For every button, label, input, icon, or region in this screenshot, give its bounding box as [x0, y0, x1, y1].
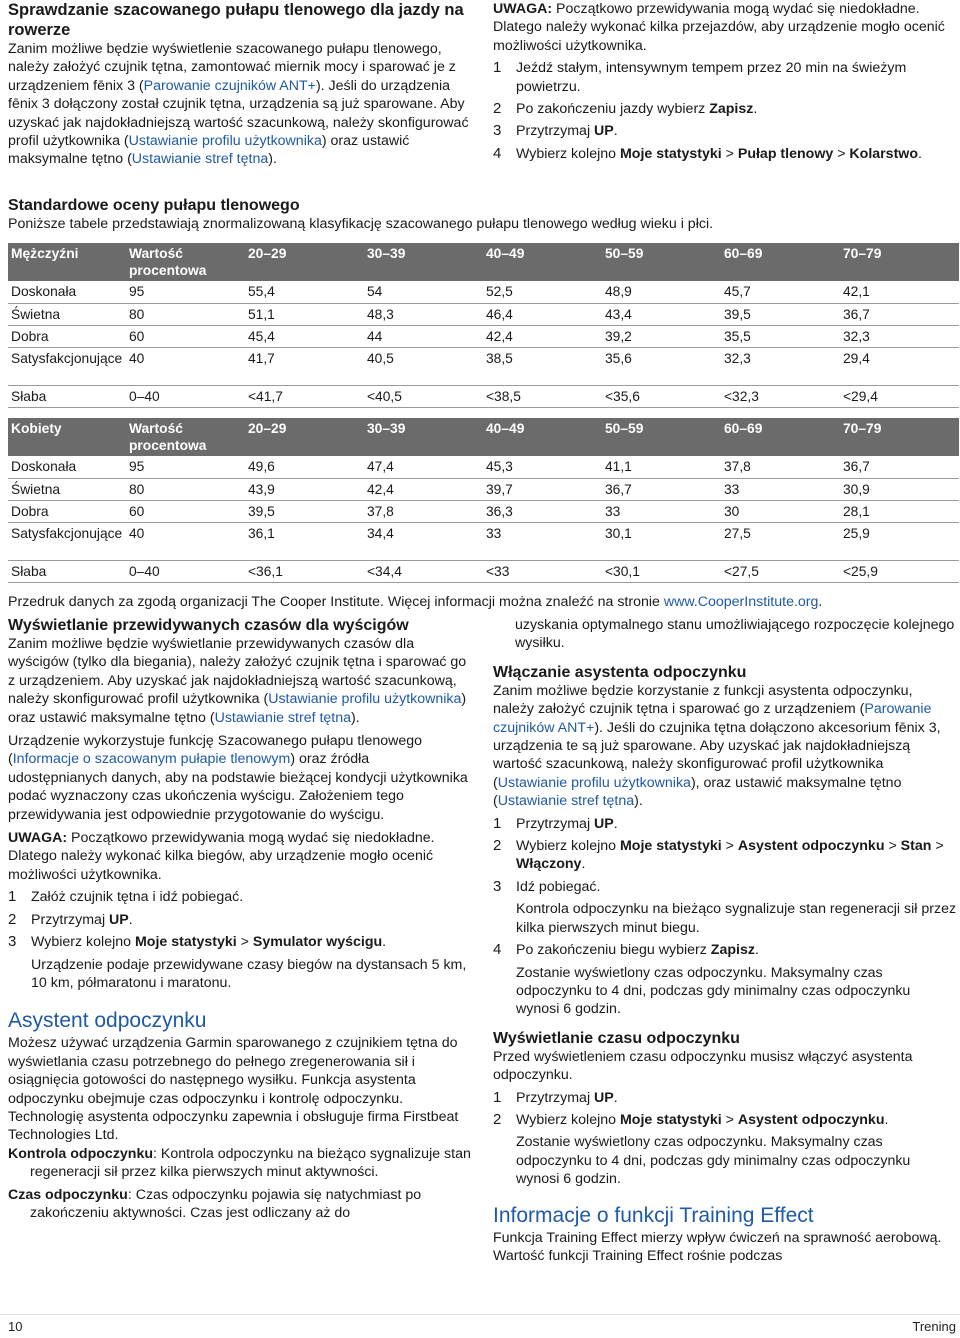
- text: .: [613, 123, 618, 140]
- cell: 40: [126, 347, 245, 385]
- menu-option: Zapisz: [709, 101, 754, 118]
- women-vo2-table: [8, 418, 959, 583]
- cell: 33: [483, 522, 602, 560]
- menu-option: Włączony: [516, 856, 582, 873]
- cell: 55,4: [245, 281, 364, 303]
- table-row: [8, 281, 959, 303]
- cell: Doskonała: [8, 281, 126, 303]
- table-row: [8, 303, 959, 325]
- separator: >: [721, 1111, 738, 1128]
- cell: 47,4: [364, 456, 483, 478]
- cell: Dobra: [8, 325, 126, 347]
- definition-list: [8, 1145, 472, 1223]
- header-cell: 50–59: [602, 418, 721, 456]
- link-user-profile[interactable]: Ustawianie profilu użytkownika: [128, 133, 322, 150]
- table-row: [8, 347, 959, 385]
- cell: 39,2: [602, 325, 721, 347]
- table-row: [8, 478, 959, 500]
- definition: : Kontrola odpoczynku na bieżąco sygnalizuje stan regeneracji sił przez kilka pierwszych minut aktywności.: [30, 1145, 471, 1181]
- cell: 39,5: [245, 500, 364, 522]
- cell: 80: [126, 478, 245, 500]
- cell: 60: [126, 500, 245, 522]
- recovery-right-column: [493, 616, 957, 1265]
- cell: 95: [126, 281, 245, 303]
- step-text: Przytrzymaj: [516, 1089, 595, 1106]
- text: .: [128, 911, 133, 928]
- table-header-row: [8, 243, 959, 281]
- step-number: 3: [8, 933, 17, 951]
- footer-divider: [0, 1314, 960, 1315]
- warning-label: UWAGA:: [8, 830, 68, 847]
- cell: <35,6: [602, 385, 721, 407]
- header-cell: Wartość procentowa: [126, 418, 245, 456]
- cell: 41,1: [602, 456, 721, 478]
- menu-option: Moje statystyki: [619, 838, 722, 855]
- cell: 35,6: [602, 347, 721, 385]
- header-cell: Mężczyźni: [8, 243, 126, 281]
- separator: >: [931, 838, 944, 855]
- text: Zanim możliwe będzie wyświetlenie szacowanego pułapu tlenowego, należy założyć czujnik tętna, zamontować miernik mocy i sparować je z urządzeniem fēnix 3 (: [8, 41, 456, 94]
- cell: 30,9: [840, 478, 959, 500]
- cell: <32,3: [721, 385, 840, 407]
- cell: 37,8: [364, 500, 483, 522]
- cell: 42,4: [483, 325, 602, 347]
- text: ). Jeśli do czujnika tętna dołączono akcesorium fēnix 3, urządzenia te są już sparowane. Aby uzyskać jak najdokładniejszą wartość szacunkową, należy skonfigurować profil użytkownika (: [493, 719, 941, 791]
- cell: 34,4: [364, 522, 483, 560]
- header-cell: 20–29: [245, 418, 364, 456]
- link-user-profile[interactable]: Ustawianie profilu użytkownika: [268, 691, 462, 708]
- cell: 35,5: [721, 325, 840, 347]
- cell: 40,5: [364, 347, 483, 385]
- step: [493, 941, 957, 1019]
- step-number: 2: [493, 100, 502, 118]
- cell: <36,1: [245, 560, 364, 582]
- training-effect-paragraph: Funkcja Training Effect mierzy wpływ ćwiczeń na sprawność aerobową. Wartość funkcji Training Effect rośnie podczas: [493, 1229, 942, 1264]
- race-paragraph-2: [8, 732, 472, 824]
- cell: 33: [721, 478, 840, 500]
- menu-option: Stan: [900, 838, 932, 855]
- cell: <33: [483, 560, 602, 582]
- header-cell: 70–79: [840, 243, 959, 281]
- step-note: Zostanie wyświetlony czas odpoczynku. Maksymalny czas odpoczynku to 4 dni, podczas gdy minimalny czas odpoczynku wynosi 6 godzin.: [516, 964, 911, 1018]
- cell: 36,7: [840, 456, 959, 478]
- table-row: [8, 500, 959, 522]
- definition-continuation: uzyskania optymalnego stanu umożliwiającego rozpoczęcie kolejnego wysiłku.: [515, 617, 955, 652]
- header-cell: 40–49: [483, 418, 602, 456]
- cell: Satysfakcjonujące: [8, 522, 126, 560]
- text: ), oraz ustawić maksymalne tętno (: [493, 774, 902, 810]
- race-predictor-heading: Wyświetlanie przewidywanych czasów dla wyścigów: [8, 617, 409, 634]
- text: ).: [268, 151, 277, 168]
- step-text: Wybierz kolejno: [516, 145, 620, 162]
- cell: 32,3: [840, 325, 959, 347]
- definition-recovery-time: [8, 1186, 472, 1223]
- cell: 36,1: [245, 522, 364, 560]
- cell: 42,1: [840, 281, 959, 303]
- cell: 37,8: [721, 456, 840, 478]
- step-number: 1: [493, 59, 502, 77]
- recovery-advisor-heading: Asystent odpoczynku: [8, 1009, 207, 1033]
- cell: 60: [126, 325, 245, 347]
- cell: 39,7: [483, 478, 602, 500]
- text: .: [382, 934, 387, 951]
- cell: 45,4: [245, 325, 364, 347]
- step-list: [493, 815, 957, 1019]
- link-user-profile[interactable]: Ustawianie profilu użytkownika: [497, 774, 691, 791]
- table-row: [8, 385, 959, 407]
- menu-option: Zapisz: [710, 942, 755, 959]
- cell: 95: [126, 456, 245, 478]
- text: ).: [351, 709, 360, 726]
- step: [8, 911, 472, 929]
- cell: 43,9: [245, 478, 364, 500]
- text: .: [613, 1089, 618, 1106]
- header-cell: 40–49: [483, 243, 602, 281]
- header-cell: Kobiety: [8, 418, 126, 456]
- step: [493, 145, 953, 163]
- menu-option: Kolarstwo: [849, 145, 919, 162]
- text: ) oraz ustawić maksymalne tętno (: [8, 133, 410, 168]
- step-number: 3: [493, 877, 502, 895]
- vo2-cycling-steps: [493, 0, 953, 163]
- step-number: 1: [493, 1088, 502, 1106]
- standard-ratings-heading: Standardowe oceny pułapu tlenowego: [8, 197, 300, 214]
- text: .: [753, 101, 758, 118]
- cell: 45,3: [483, 456, 602, 478]
- cell: Satysfakcjonujące: [8, 347, 126, 385]
- cell: 46,4: [483, 303, 602, 325]
- cell: 49,6: [245, 456, 364, 478]
- cell: Świetna: [8, 478, 126, 500]
- step-list: [8, 888, 472, 992]
- table-header-row: [8, 418, 959, 456]
- step-text: Idź pobiegać.: [516, 878, 601, 895]
- vo2-cycling-paragraph: [8, 40, 470, 169]
- step-text: Przytrzymaj: [516, 123, 595, 140]
- step-number: 2: [493, 1110, 502, 1128]
- cell: 42,4: [364, 478, 483, 500]
- step-number: 1: [493, 814, 502, 832]
- step: [493, 100, 953, 118]
- cell: 54: [364, 281, 483, 303]
- men-vo2-table: [8, 243, 959, 408]
- vo2-cycling-section: [8, 0, 470, 169]
- text: ) oraz źródła udostępnianych danych, aby na podstawie bieżącej kondycji użytkownika podać wyznaczony czas ukończenia wyścigu. Założeniem tego przewidywania jest odpowiednie przygotowanie do wyścigu.: [8, 751, 468, 823]
- cell: <25,9: [840, 560, 959, 582]
- cell: 36,3: [483, 500, 602, 522]
- step-text: Wybierz kolejno: [31, 934, 135, 951]
- separator: >: [884, 838, 901, 855]
- cell: 36,7: [840, 303, 959, 325]
- cell: Świetna: [8, 303, 126, 325]
- step-list: [493, 59, 953, 163]
- cell: Słaba: [8, 385, 126, 407]
- text: Zanim możliwe będzie wyświetlanie przewidywanych czasów dla wyścigów (tylko dla biegania), należy założyć czujnik tętna i sparować go z urządzeniem. Aby uzyskać jak najdokładniejszą wartość szacunkową, należy skonfigurować profil użytkownika (: [8, 636, 467, 708]
- text: .: [754, 942, 759, 959]
- step-note: Urządzenie podaje przewidywane czasy biegów na dystansach 5 km, 10 km, półmaratonu i maratonu.: [31, 956, 467, 991]
- link-ant-pairing[interactable]: Parowanie czujników ANT+: [493, 701, 932, 736]
- step-number: 3: [493, 122, 502, 140]
- step: [493, 1089, 957, 1107]
- view-recovery-paragraph: Przed wyświetleniem czasu odpoczynku musisz włączyć asystenta odpoczynku.: [493, 1048, 913, 1084]
- button-name: UP: [594, 815, 614, 832]
- step-list: [493, 1089, 957, 1189]
- cell: 80: [126, 303, 245, 325]
- cell: 45,7: [721, 281, 840, 303]
- cell: 36,7: [602, 478, 721, 500]
- button-name: UP: [594, 1089, 614, 1106]
- step-text: Wybierz kolejno: [516, 1111, 620, 1128]
- cell: 39,5: [721, 303, 840, 325]
- cell: 40: [126, 522, 245, 560]
- menu-option: Moje statystyki: [619, 1111, 722, 1128]
- menu-option: Asystent odpoczynku: [737, 838, 885, 855]
- cell: 28,1: [840, 500, 959, 522]
- definition: : Czas odpoczynku pojawia się natychmiast po zakończeniu aktywności. Czas jest odliczany aż do: [30, 1186, 422, 1221]
- step: [8, 933, 472, 992]
- step-text: Po zakończeniu biegu wybierz: [516, 942, 711, 959]
- step-number: 2: [8, 910, 17, 928]
- table-row: [8, 456, 959, 478]
- header-cell: 30–39: [364, 243, 483, 281]
- menu-option: Pułap tlenowy: [737, 145, 834, 162]
- step: [493, 122, 953, 140]
- link-hr-zones[interactable]: Ustawianie stref tętna: [497, 793, 635, 810]
- warning-note: [8, 829, 472, 884]
- cell: Słaba: [8, 560, 126, 582]
- cell: 38,5: [483, 347, 602, 385]
- warning-label: UWAGA:: [493, 1, 553, 17]
- step-note: Zostanie wyświetlony czas odpoczynku. Maksymalny czas odpoczynku to 4 dni, podczas gdy minimalny czas odpoczynku wynosi 6 godzin.: [516, 1134, 911, 1188]
- view-recovery-heading: Wyświetlanie czasu odpoczynku: [493, 1029, 740, 1047]
- separator: >: [833, 145, 850, 162]
- step-text: Jeźdź stałym, intensywnym tempem przez 20 min na świeżym powietrzu.: [516, 60, 907, 95]
- step: [493, 815, 957, 833]
- cell: 52,5: [483, 281, 602, 303]
- text: .: [581, 856, 586, 873]
- link-hr-zones[interactable]: Ustawianie stref tętna: [214, 709, 352, 726]
- standard-ratings-intro: Poniższe tabele przedstawiają znormalizowaną klasyfikację szacowanego pułapu tlenowego według wieku i płci.: [8, 216, 714, 232]
- cell: 48,3: [364, 303, 483, 325]
- cell: <40,5: [364, 385, 483, 407]
- reprint-note: [8, 593, 958, 611]
- separator: >: [236, 934, 253, 951]
- cell: <27,5: [721, 560, 840, 582]
- cell: 32,3: [721, 347, 840, 385]
- table-row: [8, 522, 959, 560]
- warning-text: Początkowo przewidywania mogą wydać się niedokładne. Dlatego należy wykonać kilka biegów, aby urządzenie mogło ocenić możliwości użytkownika.: [8, 830, 435, 883]
- step-note: Kontrola odpoczynku na bieżąco sygnalizuje stan regeneracji sił przez kilka pierwszych minut biegu.: [516, 901, 957, 936]
- header-cell: 20–29: [245, 243, 364, 281]
- standard-ratings-section: [8, 196, 958, 233]
- step-number: 2: [493, 837, 502, 855]
- cell: 0–40: [126, 560, 245, 582]
- recovery-paragraph: Możesz używać urządzenia Garmin sparowanego z czujnikiem tętna do wyświetlania czasu potrzebnego do pełnego zregenerowania sił i osiągnięcia gotowości do następnego wysiłku. Funkcja asystenta odpoczynku obejmuje czas odpoczynku i kontrolę odpoczynku. Technologię asystenta odpoczynku zapewnia i obsługuje firma Firstbeat Technologies Ltd.: [8, 1035, 459, 1144]
- cell: <34,4: [364, 560, 483, 582]
- page-number: 10: [8, 1319, 23, 1334]
- definition-recovery-check: [8, 1145, 472, 1182]
- race-paragraph-1: [8, 635, 472, 727]
- menu-option: Symulator wyścigu: [252, 934, 383, 951]
- step-text: Po zakończeniu jazdy wybierz: [516, 101, 710, 118]
- warning-note: [493, 0, 953, 55]
- training-effect-heading: Informacje o funkcji Training Effect: [493, 1203, 814, 1227]
- step: [8, 888, 472, 906]
- step-text: Załóż czujnik tętna i idź pobiegać.: [31, 889, 244, 906]
- separator: >: [721, 838, 738, 855]
- cell: Dobra: [8, 500, 126, 522]
- header-cell: 50–59: [602, 243, 721, 281]
- cell: <38,5: [483, 385, 602, 407]
- text: .: [818, 594, 823, 610]
- cell: 0–40: [126, 385, 245, 407]
- cell: 29,4: [840, 347, 959, 385]
- race-predictor-section: [8, 616, 472, 1222]
- text: Przedruk danych za zgodą organizacji The Cooper Institute. Więcej informacji można znaleźć na stronie: [8, 594, 664, 610]
- cell: 27,5: [721, 522, 840, 560]
- cell: 30,1: [602, 522, 721, 560]
- cell: 33: [602, 500, 721, 522]
- cell: 48,9: [602, 281, 721, 303]
- header-cell: 30–39: [364, 418, 483, 456]
- table-row: [8, 325, 959, 347]
- warning-text: Początkowo przewidywania mogą wydać się niedokładne. Dlatego należy wykonać kilka przejazdów, aby urządzenie mogło ocenić możliwości użytkownika.: [493, 1, 945, 54]
- step-number: 4: [493, 144, 502, 162]
- button-name: UP: [594, 123, 614, 140]
- step-text: Wybierz kolejno: [516, 838, 620, 855]
- step-number: 1: [8, 888, 17, 906]
- text: .: [918, 145, 922, 162]
- text: ). Jeśli do urządzenia fēnix 3 dołączony został czujnik tętna, urządzenia są już sparowane. Aby uzyskać jak najdokładniejszą wartość szacunkową, należy skonfigurować profil użytkownika (: [8, 77, 469, 150]
- enable-recovery-heading: Włączanie asystenta odpoczynku: [493, 663, 747, 681]
- cell: 44: [364, 325, 483, 347]
- step: [493, 878, 957, 937]
- cell: 51,1: [245, 303, 364, 325]
- text: .: [613, 815, 618, 832]
- cell: Doskonała: [8, 456, 126, 478]
- text: .: [884, 1111, 889, 1128]
- step-text: Przytrzymaj: [31, 911, 110, 928]
- menu-option: Moje statystyki: [134, 934, 237, 951]
- header-cell: 60–69: [721, 418, 840, 456]
- vo2-cycling-heading: Sprawdzanie szacowanego pułapu tlenowego dla jazdy na rowerze: [8, 1, 464, 39]
- term: Kontrola odpoczynku: [8, 1145, 154, 1162]
- cell: <30,1: [602, 560, 721, 582]
- step: [493, 837, 957, 874]
- link-vo2-info[interactable]: Informacje o szacowanym pułapie tlenowym: [12, 751, 291, 768]
- step-text: Przytrzymaj: [516, 815, 595, 832]
- link-ant-pairing[interactable]: Parowanie czujników ANT+: [143, 77, 316, 94]
- text: Zanim możliwe będzie korzystanie z funkcji asystenta odpoczynku, należy założyć czujnik tętna i sparować go z urządzeniem (: [493, 682, 913, 718]
- term: Czas odpoczynku: [8, 1186, 128, 1203]
- cell: 41,7: [245, 347, 364, 385]
- section-name: Trening: [912, 1319, 956, 1334]
- menu-option: Moje statystyki: [619, 145, 722, 162]
- cell: <29,4: [840, 385, 959, 407]
- cell: 30: [721, 500, 840, 522]
- text: ).: [634, 793, 643, 810]
- link-hr-zones[interactable]: Ustawianie stref tętna: [131, 151, 269, 168]
- header-cell: Wartość procentowa: [126, 243, 245, 281]
- text: Urządzenie wykorzystuje funkcję Szacowanego pułapu tlenowego (: [8, 733, 423, 768]
- step: [493, 59, 953, 96]
- separator: >: [721, 145, 738, 162]
- link-cooper-institute[interactable]: www.CooperInstitute.org: [663, 594, 819, 610]
- step: [493, 1111, 957, 1189]
- cell: 25,9: [840, 522, 959, 560]
- enable-recovery-paragraph: [493, 682, 957, 811]
- header-cell: 70–79: [840, 418, 959, 456]
- step-number: 4: [493, 941, 502, 959]
- header-cell: 60–69: [721, 243, 840, 281]
- menu-option: Asystent odpoczynku: [737, 1111, 885, 1128]
- cell: <41,7: [245, 385, 364, 407]
- text: ) oraz ustawić maksymalne tętno (: [8, 691, 467, 726]
- button-name: UP: [109, 911, 129, 928]
- table-row: [8, 560, 959, 582]
- cell: 43,4: [602, 303, 721, 325]
